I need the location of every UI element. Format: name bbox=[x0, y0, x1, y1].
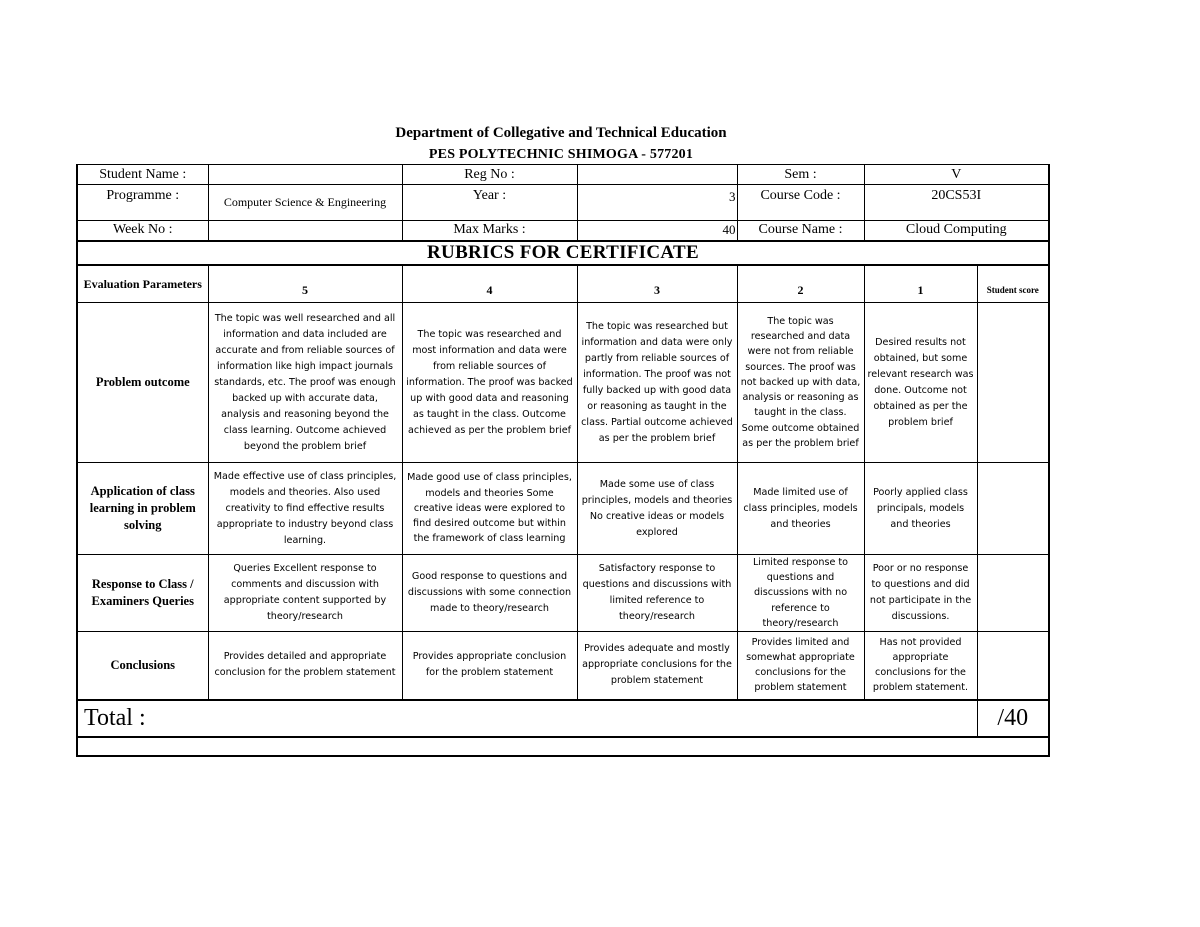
rubric-cell-score-4: Provides appropriate conclusion for the problem statement bbox=[402, 632, 577, 700]
week-no-field[interactable] bbox=[208, 221, 402, 241]
institution-title: PES POLYTECHNIC SHIMOGA - 577201 bbox=[428, 147, 694, 162]
student-score-cell[interactable] bbox=[977, 632, 1049, 700]
course-code-value: 20CS53I bbox=[864, 185, 1049, 221]
rubric-cell-score-3: Satisfactory response to questions and discussions with limited reference to theory/research bbox=[577, 555, 737, 632]
reg-no-field[interactable] bbox=[577, 165, 737, 185]
score-3-header: 3 bbox=[577, 265, 737, 303]
student-score-cell[interactable] bbox=[977, 463, 1049, 555]
student-name-label: Student Name : bbox=[77, 165, 208, 185]
rubric-cell-score-5: Provides detailed and appropriate conclusion for the problem statement bbox=[208, 632, 402, 700]
evaluation-parameters-header: Evaluation Parameters bbox=[77, 265, 208, 303]
rubric-cell-score-1: Desired results not obtained, but some relevant research was done. Outcome not obtained as per the problem brief bbox=[864, 303, 977, 463]
student-score-cell[interactable] bbox=[977, 555, 1049, 632]
rubric-cell-score-4: Made good use of class principles, models and theories Some creative ideas were explored to find desired outcome but within the framework of class learning bbox=[402, 463, 577, 555]
sem-label: Sem : bbox=[737, 165, 864, 185]
rubric-cell-score-3: The topic was researched but information and data were only partly from reliable sources of information. The proof was not fully backed up with good data or reasoning as taught in the class. Partial outcome achieved as per the problem brief bbox=[577, 303, 737, 463]
score-header-row bbox=[77, 265, 1049, 303]
total-out-of: /40 bbox=[977, 700, 1049, 737]
rubric-row-parameter: Application of class learning in problem solving bbox=[77, 463, 208, 555]
student-score-cell[interactable] bbox=[977, 303, 1049, 463]
rubric-row bbox=[77, 632, 1049, 700]
rubric-row-parameter: Response to Class / Examiners Queries bbox=[77, 555, 208, 632]
rubric-row-parameter: Problem outcome bbox=[77, 303, 208, 463]
rubric-title-row bbox=[77, 241, 1049, 265]
score-2-header: 2 bbox=[737, 265, 864, 303]
rubric-row bbox=[77, 463, 1049, 555]
max-marks-label: Max Marks : bbox=[402, 221, 577, 241]
programme-label: Programme : bbox=[77, 185, 208, 221]
blank-row bbox=[77, 737, 1049, 756]
sem-value: V bbox=[864, 165, 1049, 185]
student-name-field[interactable] bbox=[208, 165, 402, 185]
rubric-row bbox=[77, 303, 1049, 463]
rubric-cell-score-1: Poor or no response to questions and did not participate in the discussions. bbox=[864, 555, 977, 632]
rubric-cell-score-5: Queries Excellent response to comments and discussion with appropriate content supported by theory/research bbox=[208, 555, 402, 632]
course-name-value: Cloud Computing bbox=[864, 221, 1049, 241]
student-score-header: Student score bbox=[977, 265, 1049, 303]
year-label: Year : bbox=[402, 185, 577, 221]
total-row bbox=[77, 700, 1049, 737]
blank-cell bbox=[77, 737, 1049, 756]
rubric-cell-score-2: Made limited use of class principles, models and theories bbox=[737, 463, 864, 555]
score-4-header: 4 bbox=[402, 265, 577, 303]
rubric-cell-score-2: Limited response to questions and discussions with no reference to theory/research bbox=[737, 555, 864, 632]
rubric-sheet bbox=[76, 164, 1050, 757]
rubric-cell-score-2: The topic was researched and data were not from reliable sources. The proof was not backed up with data, analysis or reasoning as taught in the class. Some outcome obtained as per the problem brief bbox=[737, 303, 864, 463]
rubric-row bbox=[77, 555, 1049, 632]
info-row-1 bbox=[77, 165, 1049, 185]
course-code-label: Course Code : bbox=[737, 185, 864, 221]
reg-no-label: Reg No : bbox=[402, 165, 577, 185]
rubric-cell-score-3: Provides adequate and mostly appropriate conclusions for the problem statement bbox=[577, 632, 737, 700]
score-5-header: 5 bbox=[208, 265, 402, 303]
info-row-3 bbox=[77, 221, 1049, 241]
rubric-cell-score-1: Poorly applied class principals, models and theories bbox=[864, 463, 977, 555]
programme-value: Computer Science & Engineering bbox=[208, 185, 402, 221]
rubric-cell-score-5: The topic was well researched and all information and data included are accurate and from reliable sources of information like high impact journals standards, etc. The proof was enough backed up with accurate data, analysis and reasoning beyond the class learning. Outcome achieved beyond the problem brief bbox=[208, 303, 402, 463]
total-label: Total : bbox=[77, 700, 977, 737]
rubric-cell-score-2: Provides limited and somewhat appropriate conclusions for the problem statement bbox=[737, 632, 864, 700]
rubric-title: RUBRICS FOR CERTIFICATE bbox=[77, 241, 1049, 265]
year-value: 3 bbox=[577, 185, 737, 221]
max-marks-value: 40 bbox=[577, 221, 737, 241]
score-1-header: 1 bbox=[864, 265, 977, 303]
rubric-cell-score-3: Made some use of class principles, models and theories No creative ideas or models explored bbox=[577, 463, 737, 555]
rubric-cell-score-4: Good response to questions and discussions with some connection made to theory/research bbox=[402, 555, 577, 632]
rubric-row-parameter: Conclusions bbox=[77, 632, 208, 700]
department-title: Department of Collegative and Technical Education bbox=[395, 125, 727, 141]
rubric-cell-score-1: Has not provided appropriate conclusions for the problem statement. bbox=[864, 632, 977, 700]
course-name-label: Course Name : bbox=[737, 221, 864, 241]
info-row-2 bbox=[77, 185, 1049, 221]
rubric-cell-score-4: The topic was researched and most information and data were from reliable sources of information. The proof was backed up with good data and reasoning as taught in the class. Outcome achieved as per the problem brief bbox=[402, 303, 577, 463]
week-no-label: Week No : bbox=[77, 221, 208, 241]
rubric-cell-score-5: Made effective use of class principles, models and theories. Also used creativity to find effective results appropriate to industry beyond class learning. bbox=[208, 463, 402, 555]
